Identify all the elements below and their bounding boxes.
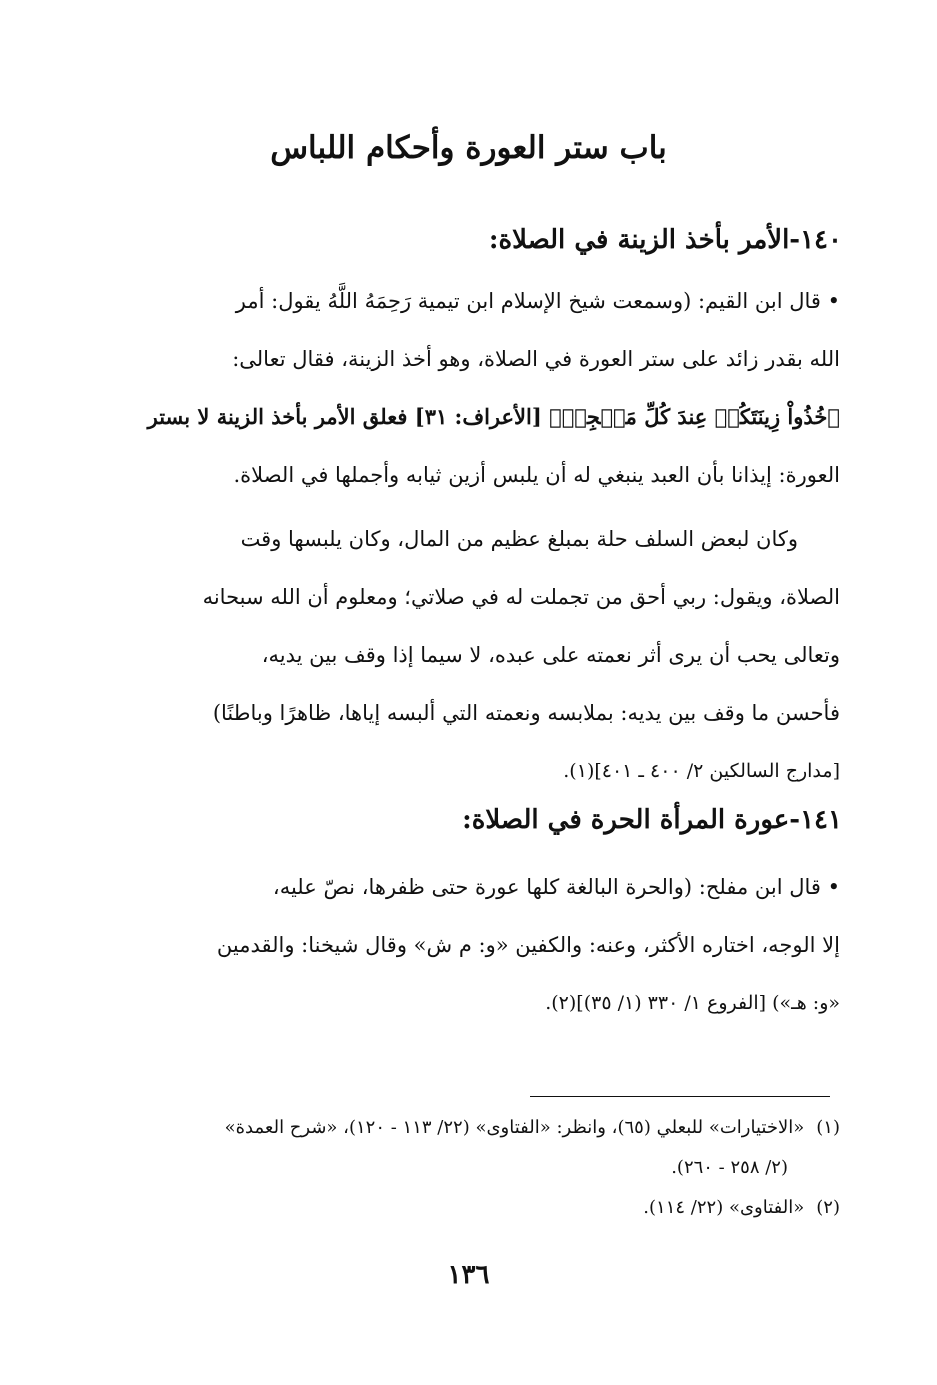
footnote-text: «الفتاوى» (٢٢/ ١١٤). xyxy=(643,1197,805,1218)
text-line: • قال ابن مفلح: (والحرة البالغة كلها عورة حتى ظفرها، نصّ عليه، xyxy=(272,875,840,899)
text-line: إلا الوجه، اختاره الأكثر، وعنه: والكفين «و: م ش» وقال شيخنا: والقدمين xyxy=(216,933,840,957)
text-line: الله بقدر زائد على ستر العورة في الصلاة، وهو أخذ الزينة، فقال تعالى: xyxy=(232,347,840,371)
footnote-1 xyxy=(97,1108,840,1188)
text-line: وتعالى يحب أن يرى أثر نعمته على عبده، لا سيما إذا وقف بين يديه، xyxy=(261,643,840,667)
footnote-text: «الاختيارات» للبعلي (٦٥)، وانظر: «الفتاوى» (٢٢/ ١١٣ - ١٢٠)، «شرح العمدة» xyxy=(224,1117,805,1138)
chapter-title: باب ستر العورة وأحكام اللباس xyxy=(270,130,667,166)
text-line: الصلاة، ويقول: ربي أحق من تجملت له في صلاتي؛ ومعلوم أن الله سبحانه xyxy=(202,585,840,609)
section-heading-141: ١٤١-عورة المرأة الحرة في الصلاة: xyxy=(462,805,842,835)
footnotes xyxy=(97,1108,840,1228)
section-heading-140: ١٤٠-الأمر بأخذ الزينة في الصلاة: xyxy=(488,225,842,255)
source-citation: [مدارج السالكين ٢/ ٤٠٠ ـ ٤٠١](١). xyxy=(563,760,840,782)
page-number: ١٣٦ xyxy=(447,1260,490,1290)
paragraph-salaf-body xyxy=(97,510,840,800)
text-line: • قال ابن القيم: (وسمعت شيخ الإسلام ابن تيمية رَحِمَهُ اللَّهُ يقول: أمر xyxy=(235,289,840,313)
paragraph-ibn-muflih xyxy=(97,858,840,1032)
source-citation: «و: هـ») [الفروع ١/ ٣٣٠ (١/ ٣٥)](٢). xyxy=(545,992,840,1014)
footnote-separator xyxy=(530,1096,830,1097)
footnote-continuation: (٢/ ٢٥٨ - ٢٦٠). xyxy=(671,1157,788,1178)
text-line: فأحسن ما وقف بين يديه: بملابسه ونعمته التي ألبسه إياها، ظاهرًا وباطنًا) xyxy=(212,701,840,725)
text-line: وكان لبعض السلف حلة بمبلغ عظيم من المال، وكان يلبسها وقت xyxy=(240,527,798,551)
footnote-number: (١) xyxy=(816,1117,840,1138)
quran-verse-line: ﴿خُذُواْ زِينَتَكُمۡ عِندَ كُلِّ مَسۡجِدٖ﴾ [الأعراف: ٣١] فعلق الأمر بأخذ الزينة لا بستر xyxy=(147,404,840,429)
footnote-number: (٢) xyxy=(816,1197,840,1218)
paragraph-ibn-qayyim xyxy=(97,272,840,504)
footnote-2 xyxy=(97,1188,840,1228)
text-line: العورة: إيذانا بأن العبد ينبغي له أن يلبس أزين ثيابه وأجملها في الصلاة. xyxy=(233,463,840,487)
